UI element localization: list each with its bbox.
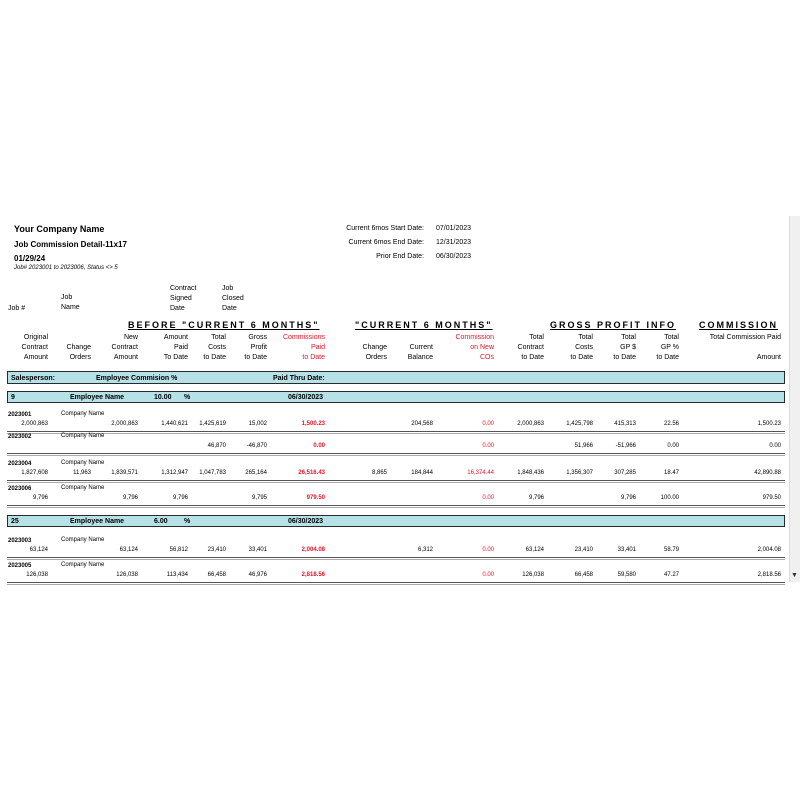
legend-employee-pct: Employee Commision % [96,375,178,382]
table-cell: 0.00 [769,443,781,449]
column-header-2-line-3: Orders [69,354,91,361]
section-commission: COMMISSION [699,320,779,330]
row-divider [7,480,785,481]
table-cell: 6,312 [417,547,433,553]
table-cell: 63,124 [525,547,544,553]
table-cell: 66,458 [207,572,226,578]
row-divider [7,582,785,583]
employee-group-bar [7,515,785,527]
table-cell: -46,870 [246,443,267,449]
job-number[interactable]: 2023004 [8,461,32,467]
table-cell: 979.50 [762,495,781,501]
header-job-name-2: Name [61,304,80,311]
table-cell: 46,870 [207,443,226,449]
table-cell: 1,827,608 [21,470,48,476]
row-divider [7,505,785,506]
column-header-7-line-3: to Date [302,354,325,361]
row-divider-secondary [7,482,785,483]
job-company-name: Company Name [61,433,105,439]
table-cell: 1,425,798 [566,421,593,427]
vertical-scrollbar[interactable] [789,216,800,582]
table-cell: 0.00 [482,443,494,449]
table-cell: 2,000,863 [111,421,138,427]
table-cell: 0.00 [482,421,494,427]
company-name: Your Company Name [14,224,105,234]
column-header-11-line-1: Total [529,334,544,341]
job-number[interactable]: 2023005 [8,563,32,569]
employee-name: Employee Name [70,518,125,525]
table-cell: 0.00 [667,443,679,449]
column-header-1-line-3: Amount [23,354,48,361]
table-cell: 9,796 [620,495,636,501]
table-cell: 126,038 [26,572,48,578]
column-header-13-line-2: GP $ [620,344,636,351]
table-cell: 184,844 [411,470,433,476]
column-header-12-line-1: Total [578,334,593,341]
column-header-15-line-1: Total Commission Paid [709,334,781,341]
row-divider [7,431,785,432]
table-cell: 56,812 [169,547,188,553]
table-cell: 23,410 [207,547,226,553]
column-header-6-line-2: Profit [250,344,267,351]
employee-paid-thru: 06/30/2023 [288,394,324,401]
column-header-3-line-1: New [123,334,138,341]
table-cell: 1,839,571 [111,470,138,476]
header-signed-2: Signed [170,295,192,302]
column-header-9-line-2: Current [409,344,433,351]
column-header-15-line-3: Amount [756,354,781,361]
report-date: 01/29/24 [14,254,46,263]
column-header-8-line-2: Change [362,344,387,351]
job-company-name: Company Name [61,562,105,568]
section-current-6-months: "CURRENT 6 MONTHS" [355,320,493,330]
column-header-8-line-3: Orders [365,354,387,361]
table-cell: 2,000,863 [517,421,544,427]
row-divider [7,453,785,454]
table-cell: 2,004.08 [301,547,325,553]
job-company-name: Company Name [61,411,105,417]
table-cell: 0.00 [482,547,494,553]
section-before-current: BEFORE "CURRENT 6 MONTHS" [128,320,320,330]
column-header-3-line-2: Contract [111,344,138,351]
row-divider-secondary [7,584,785,585]
report-filter: Job# 2023001 to 2023006, Status <> 5 [14,265,118,271]
row-divider-secondary [7,455,785,456]
column-header-3-line-3: Amount [113,354,138,361]
table-cell: 9,796 [172,495,188,501]
table-cell: 126,038 [116,572,138,578]
table-cell: 204,568 [411,421,433,427]
table-cell: 0.00 [313,443,325,449]
table-cell: 2,818.56 [301,572,325,578]
legend-salesperson: Salesperson: [11,375,55,382]
header-closed-1: Job [222,285,234,292]
table-cell: 47.27 [663,572,679,578]
table-cell: 11,963 [73,470,91,476]
column-header-4-line-2: Paid [173,344,188,351]
employee-pct-sign: % [184,518,191,525]
column-header-10-line-1: Commission [455,334,494,341]
table-cell: 2,004.08 [757,547,781,553]
column-header-14-line-1: Total [664,334,679,341]
column-header-6-line-1: Gross [248,334,267,341]
column-header-12-line-2: Costs [575,344,593,351]
table-cell: 1,440,621 [161,421,188,427]
salesperson-legend-bar [7,371,785,384]
column-header-7-line-2: Paid [310,344,325,351]
column-header-14-line-3: to Date [656,354,679,361]
table-cell: 63,124 [29,547,48,553]
column-header-2-line-2: Change [66,344,91,351]
table-cell: 51,966 [574,443,593,449]
table-cell: 1,425,619 [199,421,226,427]
row-divider-secondary [7,433,785,434]
table-cell: 1,500.23 [757,421,781,427]
table-cell: 33,401 [248,547,267,553]
table-cell: 9,796 [528,495,544,501]
job-company-name: Company Name [61,460,105,466]
table-cell: 0.00 [482,495,494,501]
date-label-prior: Prior End Date: [376,253,424,260]
column-header-4-line-1: Amount [163,334,188,341]
employee-id: 25 [11,518,19,525]
employee-pct: 10.00 [154,394,172,401]
job-number[interactable]: 2023001 [8,412,32,418]
column-header-14-line-2: GP % [660,344,679,351]
table-cell: -51,966 [615,443,636,449]
header-closed-3: Date [222,305,237,312]
table-cell: 307,285 [614,470,636,476]
table-cell: 33,401 [617,547,636,553]
employee-name: Employee Name [70,394,125,401]
table-cell: 2,000,863 [21,421,48,427]
table-cell: 66,458 [574,572,593,578]
header-job-number: Job # [8,305,26,312]
table-cell: 63,124 [119,547,138,553]
column-header-11-line-2: Contract [517,344,544,351]
column-header-1-line-2: Contract [21,344,48,351]
employee-pct: 6.00 [154,518,168,525]
scroll-down-arrow-icon[interactable]: ▼ [791,572,798,579]
date-label-start: Current 6mos Start Date: [346,225,424,232]
column-header-5-line-1: Total [211,334,226,341]
date-value-prior: 06/30/2023 [436,253,472,260]
column-header-4-line-3: To Date [163,354,188,361]
table-cell: 26,516.43 [298,470,325,476]
column-header-13-line-3: to Date [613,354,636,361]
column-header-5-line-3: to Date [203,354,226,361]
employee-group-bar [7,391,785,403]
table-cell: 15,002 [248,421,267,427]
row-divider [7,557,785,558]
column-header-6-line-3: to Date [244,354,267,361]
table-cell: 58.79 [663,547,679,553]
column-header-5-line-2: Costs [208,344,226,351]
employee-pct-sign: % [184,394,191,401]
column-header-10-line-2: on New [470,344,494,351]
job-number[interactable]: 2023006 [8,486,32,492]
table-cell: 1,047,783 [199,470,226,476]
legend-paid-thru: Paid Thru Date: [273,375,325,382]
header-signed-3: Date [170,305,185,312]
date-label-end: Current 6mos End Date: [348,239,424,246]
column-header-11-line-3: to Date [521,354,544,361]
job-company-name: Company Name [61,485,105,491]
table-cell: 265,164 [245,470,267,476]
job-company-name: Company Name [61,537,105,543]
job-number[interactable]: 2023003 [8,538,32,544]
table-cell: 126,038 [522,572,544,578]
header-job-name-1: Job [61,294,73,301]
table-cell: 9,796 [32,495,48,501]
header-signed-1: Contract [170,285,197,292]
column-header-9-line-3: Balance [407,354,433,361]
section-gross-profit: GROSS PROFIT INFO [550,320,677,330]
table-cell: 1,356,307 [566,470,593,476]
employee-id: 9 [11,394,15,401]
column-header-12-line-3: to Date [570,354,593,361]
table-cell: 2,818.56 [757,572,781,578]
table-cell: 100.00 [660,495,679,501]
table-cell: 18.47 [663,470,679,476]
row-divider-secondary [7,559,785,560]
table-cell: 979.50 [306,495,325,501]
row-divider-secondary [7,507,785,508]
table-cell: 16,374.44 [467,470,494,476]
employee-paid-thru: 06/30/2023 [288,518,324,525]
column-header-13-line-1: Total [621,334,636,341]
table-cell: 415,313 [614,421,636,427]
table-cell: 1,500.23 [301,421,325,427]
table-cell: 9,795 [251,495,267,501]
table-cell: 1,312,947 [161,470,188,476]
job-number[interactable]: 2023002 [8,434,32,440]
column-header-7-line-1: Commissions [282,334,325,341]
table-cell: 8,865 [371,470,387,476]
table-cell: 46,976 [248,572,267,578]
table-cell: 113,434 [166,572,188,578]
table-cell: 42,890.88 [754,470,781,476]
report-title: Job Commission Detail-11x17 [14,240,127,249]
column-header-10-line-3: COs [480,354,494,361]
table-cell: 23,410 [574,547,593,553]
table-cell: 0.00 [482,572,494,578]
date-value-end: 12/31/2023 [436,239,472,246]
header-closed-2: Closed [222,295,244,302]
table-cell: 22.56 [663,421,679,427]
table-cell: 59,580 [617,572,636,578]
table-cell: 1,848,436 [517,470,544,476]
date-value-start: 07/01/2023 [436,225,472,232]
table-cell: 9,796 [122,495,138,501]
column-header-1-line-1: Original [23,334,48,341]
